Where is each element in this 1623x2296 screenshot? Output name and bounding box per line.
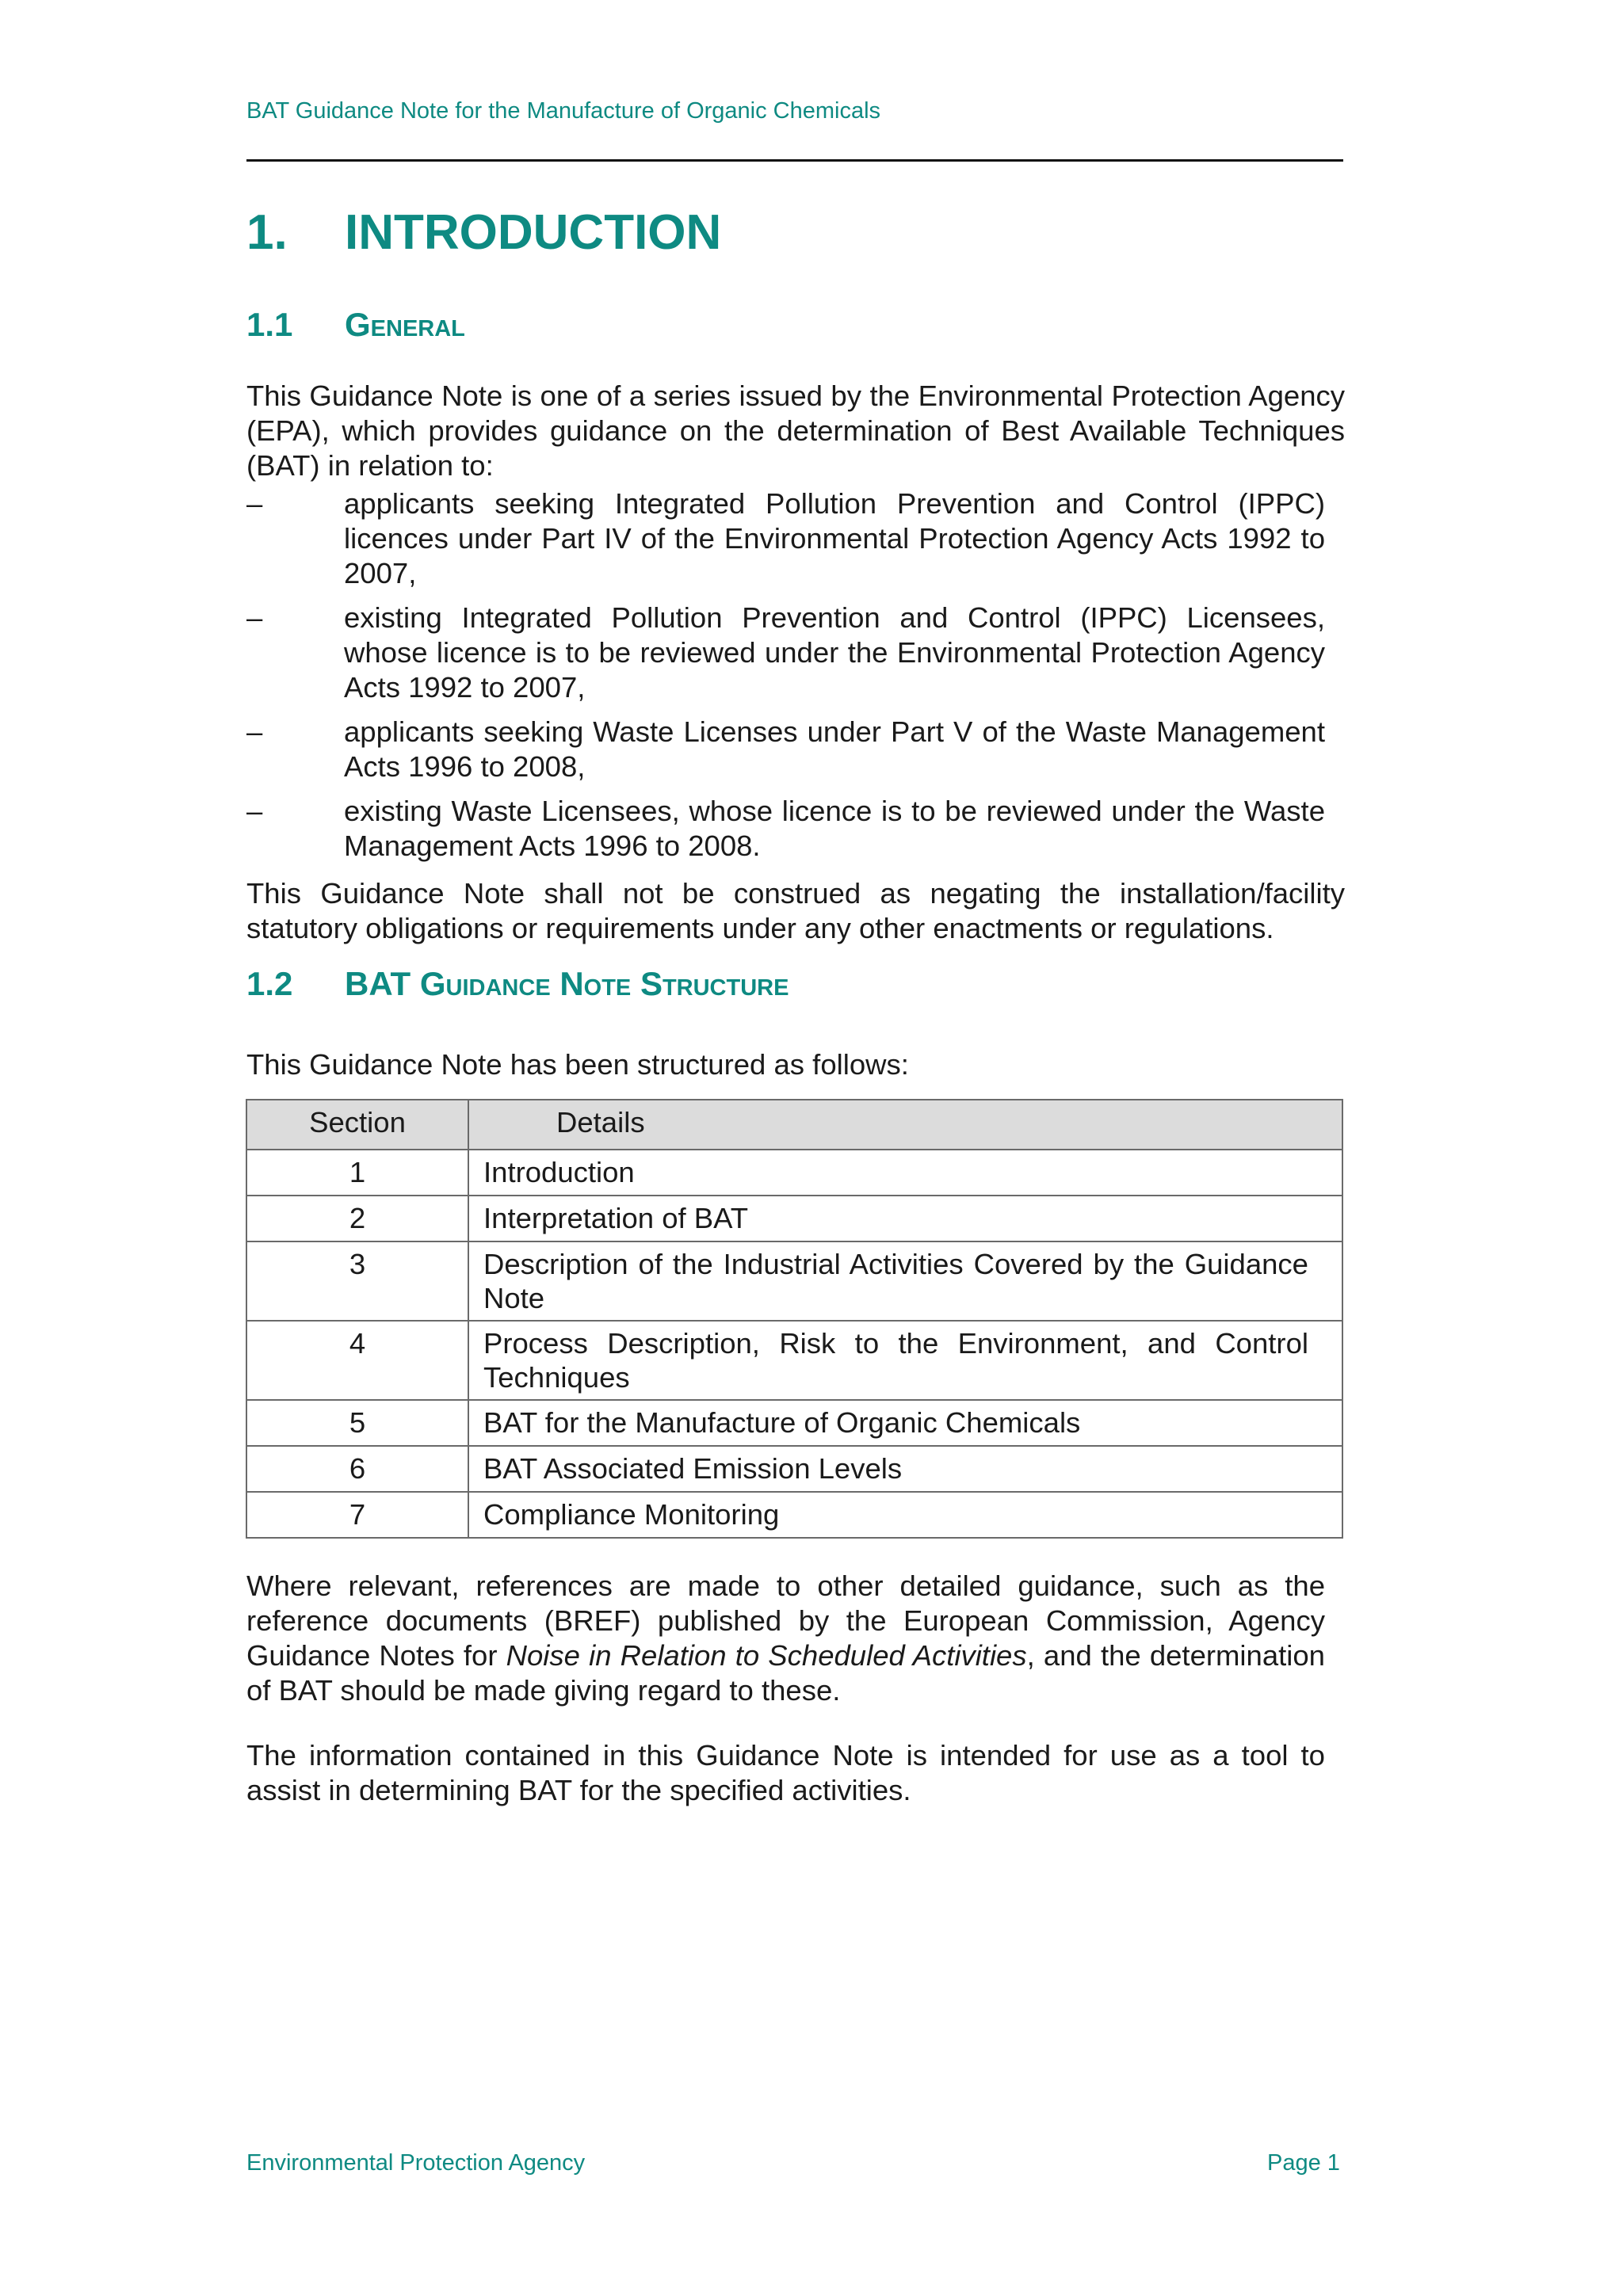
references-text-start: Where relevant, references are made to other detailed guidance, such as the reference documents (BREF) published by the European Commission, Agency Guidance Notes for — [246, 1569, 1325, 1672]
chapter-number: 1. — [246, 205, 288, 260]
chapter-heading — [246, 204, 721, 261]
section-1-1-title: General — [345, 306, 465, 343]
section-1-2-heading — [246, 965, 789, 1003]
chapter-title: INTRODUCTION — [345, 205, 722, 260]
table-row — [246, 1492, 1342, 1538]
bat-applicability-list — [246, 486, 1325, 873]
list-item — [246, 715, 1325, 784]
list-item — [246, 601, 1325, 705]
list-item — [246, 794, 1325, 864]
details-cell: Process Description, Risk to the Environment, and Control Techniques — [468, 1321, 1342, 1400]
list-item-text: applicants seeking Integrated Pollution Prevention and Control (IPPC) licences under Part IV of the Environmental Protection Agency Acts 1992 to 2007, — [344, 487, 1325, 589]
column-header-section: Section — [246, 1100, 468, 1150]
section-cell: 2 — [246, 1196, 468, 1241]
details-cell: BAT Associated Emission Levels — [468, 1446, 1342, 1492]
list-item-text: existing Waste Licensees, whose licence is to be reviewed under the Waste Management Acts 1996 to 2008. — [344, 795, 1325, 862]
details-cell: Interpretation of BAT — [468, 1196, 1342, 1241]
section-cell: 5 — [246, 1400, 468, 1446]
details-cell: BAT for the Manufacture of Organic Chemicals — [468, 1400, 1342, 1446]
section-1-1-number: 1.1 — [246, 306, 293, 343]
noise-guidance-title: Noise in Relation to Scheduled Activities — [506, 1639, 1027, 1672]
list-item-text: applicants seeking Waste Licenses under Part V of the Waste Management Acts 1996 to 2008, — [344, 715, 1325, 783]
structure-table — [246, 1099, 1343, 1539]
section-1-2-title: Guidance Note Structure — [419, 965, 789, 1002]
section-cell: 7 — [246, 1492, 468, 1538]
section-1-1-heading — [246, 306, 465, 344]
references-paragraph — [246, 1569, 1325, 1708]
section-cell: 4 — [246, 1321, 468, 1400]
general-intro-paragraph: This Guidance Note is one of a series issued by the Environmental Protection Agency (EPA), which provides guidance on the determination of Best Available Techniques (BAT) in relation to: — [246, 379, 1345, 482]
dash-bullet: – — [246, 487, 263, 520]
table-row — [246, 1196, 1342, 1241]
table-row — [246, 1446, 1342, 1492]
references-text-end: , and the determination of BAT should be made giving regard to these. — [246, 1639, 1325, 1707]
footer-page-number: Page 1 — [1267, 2150, 1340, 2176]
details-cell: Compliance Monitoring — [468, 1492, 1342, 1538]
running-header: BAT Guidance Note for the Manufacture of Organic Chemicals — [246, 98, 881, 124]
table-header-row — [246, 1100, 1342, 1150]
list-item — [246, 486, 1325, 591]
table-row — [246, 1241, 1342, 1321]
section-1-2-number: 1.2 — [246, 965, 293, 1002]
dash-bullet: – — [246, 601, 263, 634]
column-header-details: Details — [468, 1100, 1342, 1150]
section-cell: 6 — [246, 1446, 468, 1492]
dash-bullet: – — [246, 795, 263, 827]
structure-intro-paragraph: This Guidance Note has been structured as follows: — [246, 1048, 909, 1081]
dash-bullet: – — [246, 715, 263, 748]
table-row — [246, 1400, 1342, 1446]
section-1-2-title-prefix: BAT — [345, 965, 411, 1002]
table-row — [246, 1150, 1342, 1196]
information-paragraph: The information contained in this Guidance Note is intended for use as a tool to assist in determining BAT for the specified activities. — [246, 1739, 1325, 1806]
list-item-text: existing Integrated Pollution Prevention and Control (IPPC) Licensees, whose licence is to be reviewed under the Environmental Protection Agency Acts 1992 to 2007, — [344, 601, 1325, 704]
general-closing-paragraph: This Guidance Note shall not be construed as negating the installation/facility statutory obligations or requirements under any other enactments or regulations. — [246, 877, 1345, 944]
footer-agency: Environmental Protection Agency — [246, 2150, 586, 2176]
details-cell: Introduction — [468, 1150, 1342, 1196]
header-rule — [246, 159, 1343, 162]
table-row — [246, 1321, 1342, 1400]
section-cell: 1 — [246, 1150, 468, 1196]
section-cell: 3 — [246, 1241, 468, 1321]
details-cell: Description of the Industrial Activities Covered by the Guidance Note — [468, 1241, 1342, 1321]
